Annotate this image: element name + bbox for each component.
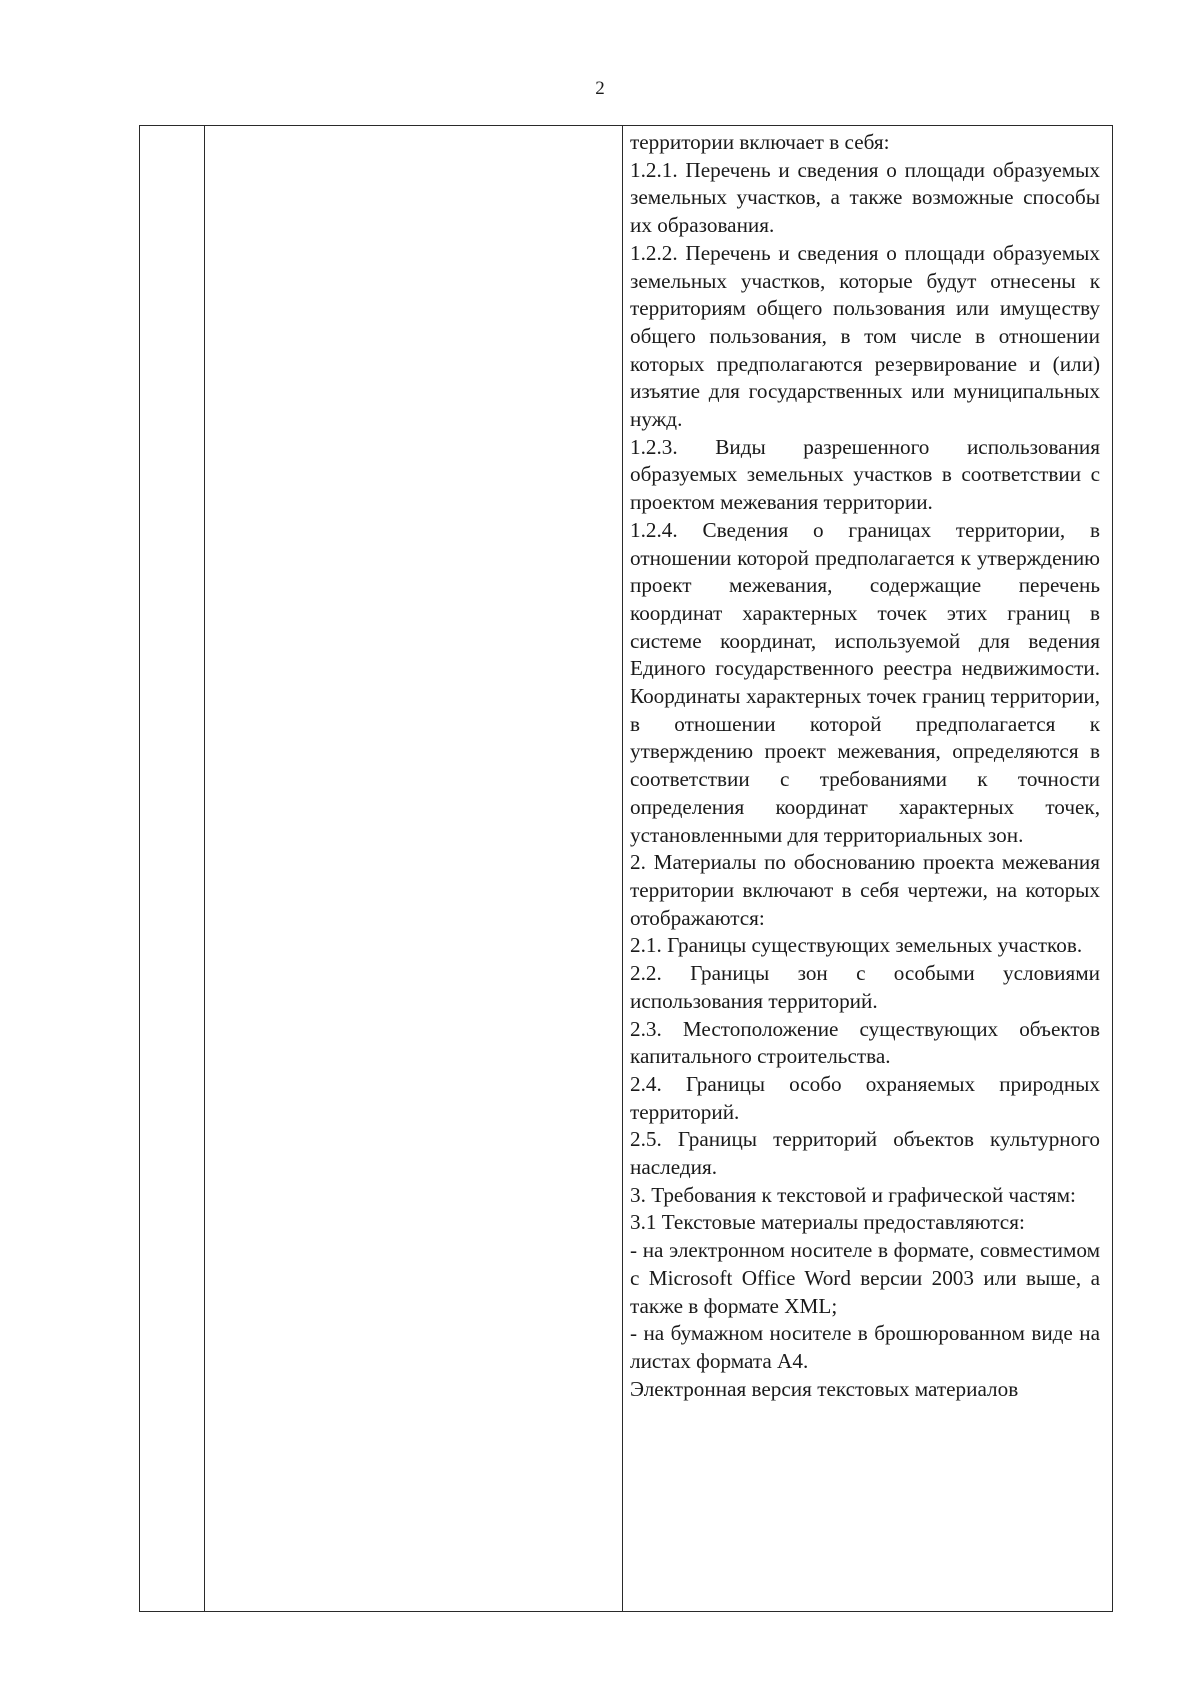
column-divider-2 xyxy=(622,126,623,1611)
paragraph-electronic-version: Электронная версия текстовых материалов xyxy=(630,1376,1019,1401)
paragraph-1-2-4: 1.2.4. Сведения о границах территории, в отношении которой предполагается к утверждению проект межевания, содержащие перечень координат характерных точек этих границ в системе координат, используемой для ведения Единого государственного реестра недвижимости. Координаты характерных точек границ территории, в отношении которой предполагается к утверждению проект межевания, определяются в соответствии с требованиями к точности определения координат характерных точек, установленными для территориальных зон. xyxy=(630,517,1100,847)
paragraph-3: 3. Требования к текстовой и графической частям: xyxy=(630,1182,1076,1207)
paragraph-continuation: территории включает в себя: xyxy=(630,130,890,154)
page-number: 2 xyxy=(595,78,605,99)
paragraph-1-2-1: 1.2.1. Перечень и сведения о площади образуемых земельных участков, а также возможные способы их образования. xyxy=(630,157,1100,238)
paragraph-2-4: 2.4. Границы особо охраняемых природных территорий. xyxy=(630,1071,1100,1124)
requirements-table xyxy=(139,125,1113,1612)
paragraph-paper-media: - на бумажном носителе в брошюрованном виде на листах формата А4. xyxy=(630,1321,1100,1373)
paragraph-2-1: 2.1. Границы существующих земельных участков. xyxy=(630,933,1083,958)
table-cell-requirements-text xyxy=(630,129,1100,1403)
paragraph-1-2-2: 1.2.2. Перечень и сведения о площади образуемых земельных участков, которые будут отнесены к территориям общего пользования или имуществу общего пользования, в том числе в отношении которых предполагаются резервирование и (или) изъятие для государственных или муниципальных нужд. xyxy=(630,240,1100,432)
column-divider-1 xyxy=(204,126,205,1611)
paragraph-2-5: 2.5. Границы территорий объектов культурного наследия. xyxy=(630,1127,1100,1180)
paragraph-3-1: 3.1 Текстовые материалы предоставляются: xyxy=(630,1210,1025,1235)
paragraph-2-3: 2.3. Местоположение существующих объектов капитального строительства. xyxy=(630,1016,1100,1069)
paragraph-1-2-3: 1.2.3. Виды разрешенного использования образуемых земельных участков в соответствии с проектом межевания территории. xyxy=(630,434,1100,515)
paragraph-electronic-media: - на электронном носителе в формате, совместимом с Microsoft Office Word версии 2003 или выше, а также в формате XML; xyxy=(630,1238,1100,1318)
paragraph-2-2: 2.2. Границы зон с особыми условиями использования территорий. xyxy=(630,961,1100,1013)
paragraph-2: 2. Материалы по обоснованию проекта межевания территории включают в себя чертежи, на которых отображаются: xyxy=(630,850,1100,930)
